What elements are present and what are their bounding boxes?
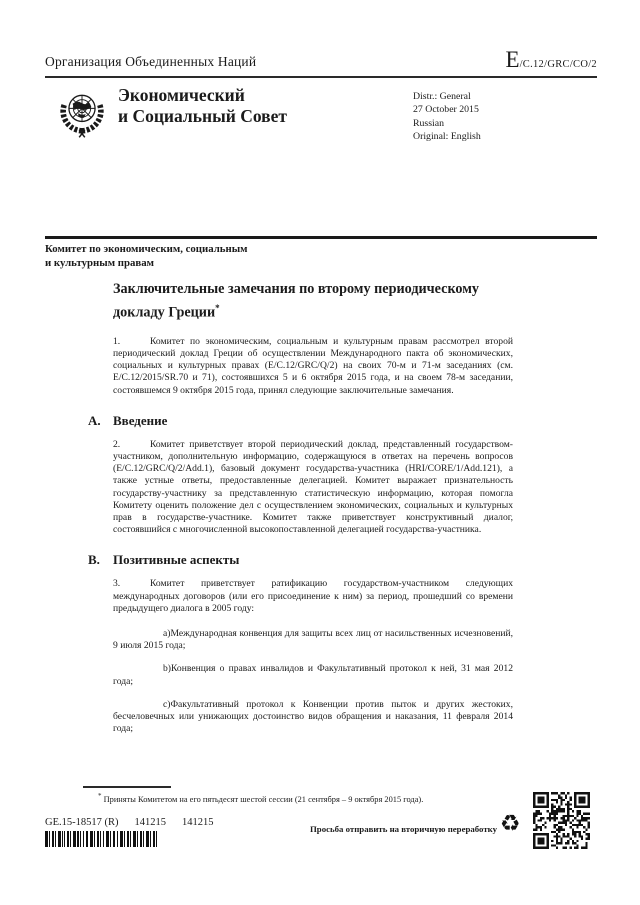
distr-language: Russian: [413, 117, 445, 129]
paragraph-1-text: Комитет по экономическим, социальным и культурным правам рассмотрел второй периодический доклад Греции об осуществлении Международного пакта об экономических, социальных и культурных правах (E/C.12/GRC/Q/2) на своих 70-м и 71-м заседаниях (см. E/C.12/2015/SR.70 и 71), состоявшихся 5 и 6 октября 2015 года, и на своем 78-м заседании, состоявшемся 9 октября 2015 года, принял следующие заключительные замечания.: [113, 335, 513, 396]
section-b-title: Позитивные аспекты: [113, 552, 240, 568]
section-b-label: B.: [88, 552, 100, 568]
committee-name-line2: и культурным правам: [45, 256, 154, 269]
footnote-marker: *: [98, 792, 102, 800]
paragraph-2: [113, 439, 513, 537]
distr-date: 27 October 2015: [413, 104, 479, 116]
committee-name: [45, 243, 248, 271]
qr-code-icon: [533, 792, 590, 849]
committee-name-line1: Комитет по экономическим, социальным: [45, 243, 248, 255]
document-symbol-series: E: [505, 47, 520, 72]
distribution-block: [413, 90, 481, 144]
section-a-heading: [88, 412, 513, 429]
document-symbol-number: /C.12/GRC/CO/2: [519, 59, 597, 70]
paragraph-3: [113, 578, 513, 615]
footnote: [84, 791, 516, 805]
council-title: [118, 85, 287, 127]
footnote-text: Приняты Комитетом на его пятьдесят шестой сессии (21 сентября – 9 октября 2015 года).: [101, 794, 424, 804]
list-item-c-text: Факультативный протокол к Конвенции против пыток и других жестоких, бесчеловечных или унижающих достоинство видов обращения и наказания, 11 февраля 2014 года;: [113, 698, 513, 735]
distr-type: Distr.: General: [413, 91, 471, 102]
recycle-icon: ♻: [500, 811, 521, 837]
un-org-name: Организация Объединенных Наций: [45, 54, 257, 69]
paragraph-2-number: 2.: [113, 438, 121, 450]
list-item-a: [113, 628, 513, 652]
document-title-text: Заключительные замечания по второму периодическому докладу Греции: [113, 281, 480, 321]
section-a-title: Введение: [113, 412, 168, 428]
list-item-c-number: c): [163, 698, 171, 710]
paragraph-2-text: Комитет приветствует второй периодический доклад, представленный государством-участником, дополнительную информацию, содержащуюся в ответах на перечень вопросов (E/C.12/GRC/Q/2/Add.1), базовый документ государства-участника (HRI/CORE/1/Add.121), а также устные ответы, предоставленные делегацией. Комитет выражает признательность государству-участнику за представленную статистическую информацию, которая помогла Комитету оценить положение дел с осуществлением экономических, социальных и культурных прав в государстве-участнике. Комитет также приветствует конструктивный диалог, состоявшийся с многочисленной высокопоставленной делегацией государства-участника.: [113, 438, 513, 536]
section-rule: [45, 236, 597, 239]
document-title: [113, 280, 513, 323]
list-item-b-number: b): [163, 663, 171, 675]
recycle-notice: Просьба отправить на вторичную переработку: [309, 824, 497, 834]
footnote-separator: [83, 786, 171, 788]
title-footnote-marker: *: [215, 303, 220, 313]
list-item-c: [113, 699, 513, 736]
ge-date-1: 141215: [134, 817, 166, 828]
un-emblem-icon: [54, 83, 110, 145]
list-item-a-text: Международная конвенция для защиты всех лиц от насильственных исчезновений, 9 июля 2015 года;: [113, 627, 513, 652]
section-b-heading: [88, 552, 513, 568]
ge-code: GE.15-18517 (R): [45, 817, 119, 828]
section-a-label: A.: [88, 412, 101, 428]
list-item-a-number: a): [163, 627, 171, 639]
main-text-column: [88, 280, 513, 746]
document-symbol: [506, 47, 598, 73]
header-rule: [45, 76, 597, 78]
list-item-b: [113, 663, 513, 687]
council-title-line2: и Социальный Совет: [118, 106, 287, 126]
paragraph-3-text: Комитет приветствует ратификацию государством-участником следующих международных договоров (или его присоединение к ним) за период, прошедший со времени предыдущего диалога в 2005 году:: [113, 578, 513, 614]
list-item-b-text: Конвенция о правах инвалидов и Факультативный протокол к ней, 31 мая 2012 года;: [113, 663, 513, 687]
council-title-line1: Экономический: [118, 85, 245, 105]
paragraph-1-number: 1.: [113, 335, 121, 347]
ge-date-2: 141215: [182, 817, 214, 828]
distr-original: Original: English: [413, 131, 481, 143]
paragraph-3-number: 3.: [113, 578, 121, 590]
paragraph-1: [113, 336, 513, 397]
